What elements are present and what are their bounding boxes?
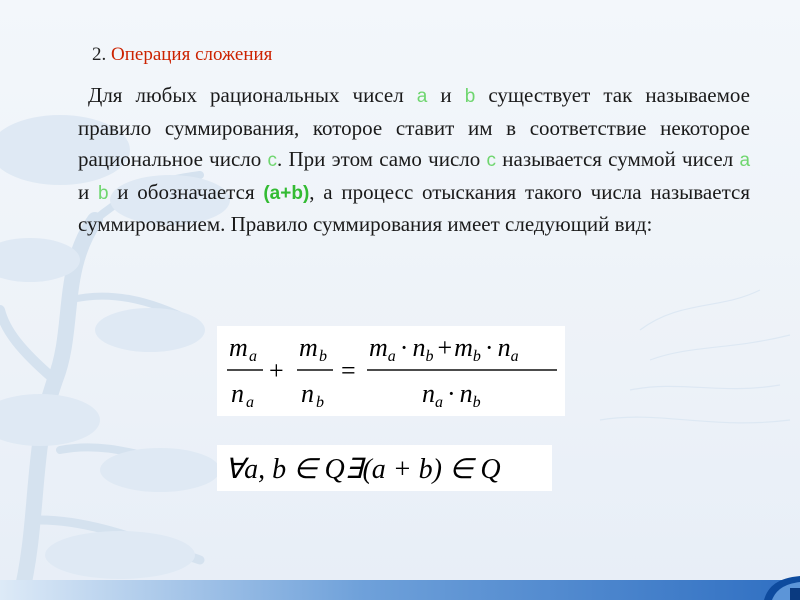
paragraph-text: , а процесс отыскания такого числа называется суммированием. Правило суммирования имеет следующий вид: [78, 179, 750, 236]
sum-notation: (a+b) [263, 182, 310, 204]
variable-name: a [416, 86, 428, 107]
variable-name: b [97, 182, 109, 204]
footer-bar [0, 580, 800, 600]
plus-sign: + [269, 356, 284, 385]
variable-name: c [486, 150, 497, 171]
frac2-denominator: n [301, 379, 314, 408]
frac2-numerator: m [299, 333, 318, 362]
addition-rule-formula [217, 326, 565, 416]
variable-name: b [464, 86, 476, 107]
rhs-numerator: ma · nb +mb · na [369, 333, 519, 365]
equals-sign: = [341, 356, 356, 385]
variable-name: a [739, 150, 751, 171]
paragraph-text: . При этом само число [277, 147, 487, 171]
closure-formula-text: ∀a, b ∈ Q∃(a + b) ∈ Q [225, 454, 501, 485]
paragraph-text: и [427, 83, 465, 107]
slide-heading [92, 44, 272, 66]
paragraph-text: называется суммой чисел [496, 147, 740, 171]
paragraph-text: существует так называемое правило суммирования, которое ставит им в соответствие некоторое рациональное число [78, 83, 750, 171]
slide-corner-icon [760, 574, 800, 600]
frac1-denominator-sub: a [246, 394, 254, 411]
fraction-left [227, 333, 263, 411]
frac2-numerator-sub: b [319, 348, 327, 365]
frac1-numerator: m [229, 333, 248, 362]
paragraph-text: и [78, 179, 98, 204]
heading-text: Операция сложения [111, 44, 273, 65]
fraction-middle [297, 333, 333, 411]
paragraph-text: Для любых рациональных чисел [88, 83, 417, 107]
frac2-denominator-sub: b [316, 394, 324, 411]
closure-formula [217, 445, 552, 491]
paragraph-text: и обозначается [108, 179, 264, 204]
frac1-denominator: n [231, 379, 244, 408]
rhs-denominator: na · nb [422, 379, 481, 411]
variable-name: c [267, 150, 278, 171]
frac1-numerator-sub: a [249, 348, 257, 365]
heading-number: 2. [92, 44, 107, 65]
fraction-right [367, 333, 557, 411]
body-paragraph [78, 80, 750, 241]
